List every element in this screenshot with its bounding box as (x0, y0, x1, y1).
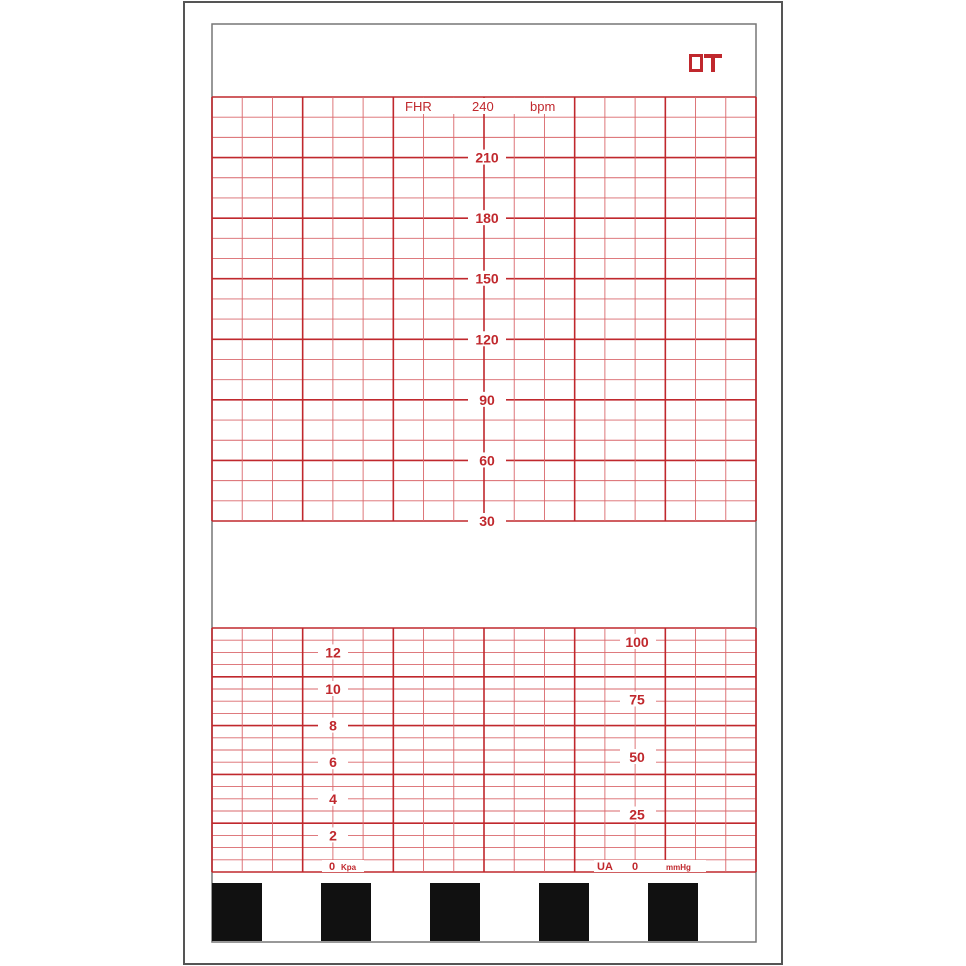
fhr-tick-label: 210 (475, 149, 499, 166)
kpa-tick-label: 2 (329, 827, 337, 844)
kpa-tick-label: 10 (325, 681, 341, 697)
fhr-max-value: 240 (472, 99, 494, 114)
fhr-label: FHR (405, 99, 432, 114)
kpa-tick-label: 12 (325, 644, 341, 661)
kpa-unit: Kpa (341, 863, 357, 872)
fhr-tick-label: 90 (479, 391, 495, 408)
ua-label: UA (597, 861, 613, 873)
kpa-tick-label: 8 (329, 717, 337, 734)
ua-zero: 0 (632, 861, 639, 873)
mmhg-tick-label: 75 (629, 691, 645, 708)
kpa-tick-label: 4 (329, 790, 337, 807)
marker-block (212, 883, 262, 941)
mmhg-unit: mmHg (666, 863, 691, 872)
fhr-tick-label: 180 (475, 210, 499, 227)
marker-block (539, 883, 589, 941)
fhr-tick-label: 30 (479, 513, 495, 529)
kpa-zero: 0 (329, 861, 336, 873)
marker-block (430, 883, 480, 941)
kpa-tick-label: 6 (329, 754, 337, 771)
fhr-tick-label: 60 (479, 452, 495, 469)
fhr-unit: bpm (530, 99, 556, 114)
fhr-tick-label: 150 (475, 270, 499, 287)
mmhg-tick-label: 50 (629, 749, 645, 765)
marker-block (648, 883, 698, 941)
mmhg-tick-label: 25 (629, 806, 645, 823)
ua-grid (212, 628, 756, 872)
marker-block (321, 883, 371, 941)
fhr-tick-label: 120 (475, 331, 499, 348)
mmhg-tick-label: 100 (625, 634, 649, 650)
